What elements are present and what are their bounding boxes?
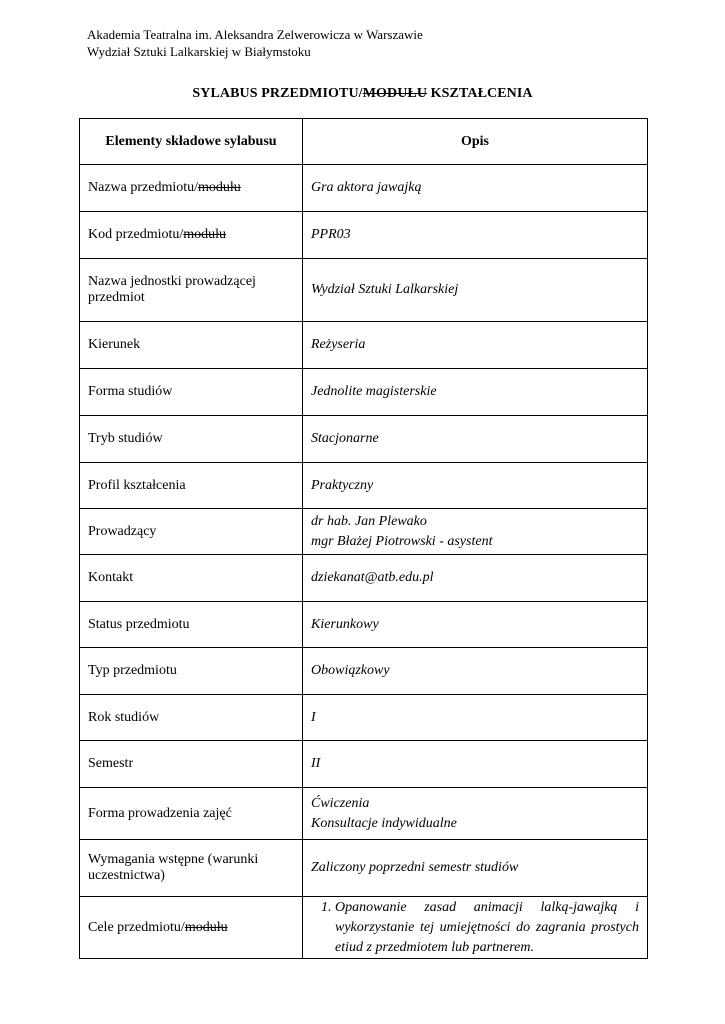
row-label: Typ przedmiotu: [80, 648, 303, 695]
instructor-line: dr hab. Jan Plewako: [311, 513, 427, 529]
document-title: [0, 86, 725, 102]
row-label: Prowadzący: [80, 509, 303, 555]
instructor-line: mgr Błażej Piotrowski - asystent: [311, 533, 493, 549]
row-label: Forma prowadzenia zajęć: [80, 788, 303, 840]
row-value: PPR03: [303, 212, 648, 259]
class-form-line: Ćwiczenia: [311, 795, 370, 811]
objective-item: 1. Opanowanie zasad animacji lalką-jawajką i wykorzystanie tej umiejętności do zagrania prostych etiud z przedmiotem lub partnerem.: [335, 898, 639, 958]
header-line-faculty: Wydział Sztuki Lalkarskiej w Białymstoku: [87, 44, 311, 59]
row-value: Jednolite magisterskie: [303, 369, 648, 416]
header-line-academy: Akademia Teatralna im. Aleksandra Zelwerowicza w Warszawie: [87, 27, 423, 42]
row-value: [303, 509, 648, 555]
row-label: Semestr: [80, 741, 303, 788]
row-value: Praktyczny: [303, 463, 648, 509]
row-value: [303, 897, 648, 959]
row-label: Nazwa jednostki prowadzącej przedmiot: [80, 259, 303, 322]
row-label: [80, 212, 303, 259]
row-label: Forma studiów: [80, 369, 303, 416]
row-label: Profil kształcenia: [80, 463, 303, 509]
table-row-study-form: [80, 369, 648, 416]
label-struck-text: modułu: [198, 180, 241, 195]
label-text: Kod przedmiotu/: [88, 227, 184, 242]
table-row-semester: [80, 741, 648, 788]
table-row-objectives: [80, 897, 648, 959]
title-part-2: KSZTAŁCENIA: [427, 86, 533, 101]
table-row-type: [80, 648, 648, 695]
table-row-field: [80, 322, 648, 369]
row-label: Rok studiów: [80, 695, 303, 741]
row-value: Kierunkowy: [303, 602, 648, 648]
row-value: Stacjonarne: [303, 416, 648, 463]
table-row-status: [80, 602, 648, 648]
row-value: Reżyseria: [303, 322, 648, 369]
table-row-course-name: [80, 165, 648, 212]
row-label: Status przedmiotu: [80, 602, 303, 648]
table-row-year: [80, 695, 648, 741]
row-value: dziekanat@atb.edu.pl: [303, 555, 648, 602]
row-value: I: [303, 695, 648, 741]
table-header-row: [80, 119, 648, 165]
syllabus-table: [79, 118, 648, 959]
row-label: [80, 165, 303, 212]
title-part-1: SYLABUS PRZEDMIOTU/: [192, 86, 363, 101]
table-row-unit: [80, 259, 648, 322]
table-row-class-form: [80, 788, 648, 840]
row-label: [80, 897, 303, 959]
table-row-instructors: [80, 509, 648, 555]
row-value: II: [303, 741, 648, 788]
label-struck-text: modułu: [183, 227, 227, 242]
table-row-course-code: [80, 212, 648, 259]
row-label: Kierunek: [80, 322, 303, 369]
label-text: Cele przedmiotu/: [88, 919, 185, 935]
table-row-profile: [80, 463, 648, 509]
column-header-description: Opis: [303, 119, 648, 165]
row-value: Gra aktora jawajką: [303, 165, 648, 212]
column-header-elements: Elementy składowe sylabusu: [80, 119, 303, 165]
table-row-study-mode: [80, 416, 648, 463]
label-struck-text: modułu: [184, 919, 228, 935]
row-label: Wymagania wstępne (warunki uczestnictwa): [80, 840, 303, 897]
title-struck-word: MODUŁU: [362, 86, 428, 101]
class-form-line: Konsultacje indywidualne: [311, 815, 457, 831]
row-label: Kontakt: [80, 555, 303, 602]
table-row-contact: [80, 555, 648, 602]
row-value: [303, 788, 648, 840]
table-row-prerequisites: [80, 840, 648, 897]
row-value: Wydział Sztuki Lalkarskiej: [303, 259, 648, 322]
label-text: Nazwa przedmiotu/: [88, 180, 199, 195]
objectives-list: [311, 898, 639, 958]
row-label: Tryb studiów: [80, 416, 303, 463]
row-value: Zaliczony poprzedni semestr studiów: [303, 840, 648, 897]
institution-header: [87, 26, 423, 60]
row-value: Obowiązkowy: [303, 648, 648, 695]
